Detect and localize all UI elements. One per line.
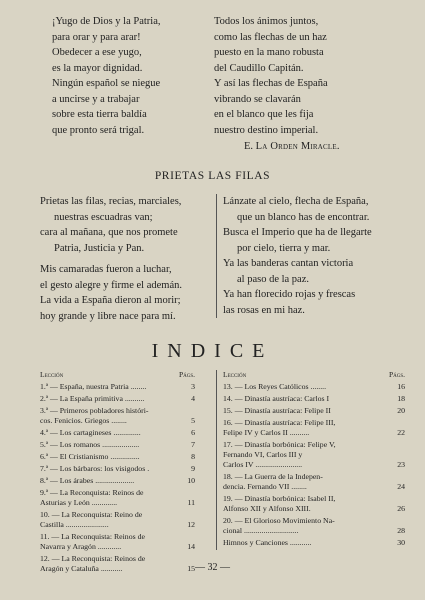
song-line: que un blanco has de encontrar. — [237, 211, 370, 223]
poem-line: para orar y para arar! — [52, 31, 141, 43]
song-line: hoy grande y libre nace para mí. — [40, 310, 176, 322]
song-line: La vida a España dieron al morir; — [40, 295, 181, 306]
song-line: Prietas las filas, recias, marciales, — [40, 196, 182, 207]
index-entry: 19. — Dinastía borbónica: Isabel II, Alfonso XII y Alfonso XIII. 26 — [223, 494, 405, 513]
song-line: Ya las banderas cantan victoria — [223, 258, 354, 269]
index-entry: 3.ª — Primeros pobladores históri- cos. Fenicios. Griegos ........ 5 — [40, 406, 195, 425]
index-entry: 20. — El Glorioso Movimiento Na- cional ............................ 28 — [223, 516, 405, 535]
lesson-header: Lección — [223, 370, 247, 379]
poem-line: como las flechas de un haz — [214, 31, 327, 43]
page-number: — 32 — — [195, 562, 230, 573]
poem-line: del Caudillo Capitán. — [214, 62, 304, 74]
index-title: INDICE — [151, 340, 274, 362]
poem-signature — [214, 139, 414, 155]
song-line: las rosas en mi haz. — [223, 304, 305, 316]
index-header — [40, 370, 195, 380]
song-line: al paso de la paz. — [237, 273, 310, 285]
poem-line: Y así las flechas de España — [214, 78, 328, 89]
lesson-header: Lección — [40, 370, 64, 379]
pages-header: Págs. — [388, 370, 405, 379]
song-line: nuestras escuadras van; — [54, 211, 153, 223]
song-line: el gesto alegre y firme el ademán. — [40, 279, 182, 291]
index-entry: 16. — Dinastía austríaca: Felipe III, Felipe IV y Carlos II .......... 22 — [223, 418, 405, 437]
song-line: Ya han florecido rojas y frescas — [223, 289, 356, 300]
index-entry: Himnos y Canciones ........... 30 — [223, 538, 405, 547]
poem-line: sobre esta tierra baldía — [52, 109, 147, 120]
poem-line: vibrando se clavarán — [214, 93, 301, 105]
poem-line: ¡Yugo de Dios y la Patria, — [52, 16, 161, 27]
song-line: Mis camaradas fueron a luchar, — [40, 264, 172, 275]
index-entry: 2.ª — La España primitiva .......... 4 — [40, 394, 195, 403]
index-entry: 15. — Dinastía austríaca: Felipe II 20 — [223, 406, 405, 415]
index-entry: 5.ª — Los romanos ................... 7 — [40, 440, 195, 449]
index-entry: 13. — Los Reyes Católicos ........ 16 — [223, 382, 405, 391]
index-entry: 6.ª — El Cristianismo ............... 8 — [40, 452, 195, 461]
index-entry: 8.ª — Los árabes .................... 10 — [40, 476, 195, 485]
poem-line: Todos los ánimos juntos, — [214, 16, 319, 27]
index-entry: 9.ª — La Reconquista: Reinos de Asturias y León ............. 11 — [40, 488, 195, 507]
poem-line: es la mayor dignidad. — [52, 62, 143, 74]
poem-line: que pronto será trigal. — [52, 124, 145, 136]
poem-line: nuestro destino imperial. — [214, 124, 319, 136]
index-header — [223, 370, 405, 380]
poem-line: Ningún español se niegue — [52, 78, 161, 89]
index-entry: 14. — Dinastía austríaca: Carlos I 18 — [223, 394, 405, 403]
index-entry: 10. — La Reconquista: Reino de Castilla ...................... 12 — [40, 510, 195, 529]
index-entry: 17. — Dinastía borbónica: Felipe V, Fernando VI, Carlos III y Carlos IV ........................ 23 — [223, 440, 405, 469]
prietas-left-column — [40, 194, 210, 324]
song-line: Patria, Justicia y Pan. — [54, 242, 145, 254]
index-entry: 18. — La Guerra de la Indepen- dencia. Fernando VII ........ 24 — [223, 472, 405, 491]
index-entry: 7.ª — Los bárbaros: los visigodos . 9 — [40, 464, 195, 473]
index-entry: 12. — La Reconquista: Reinos de Aragón y Cataluña ........... 15 — [40, 554, 195, 573]
index-left-column — [40, 370, 195, 576]
index-entry: 11. — La Reconquista: Reinos de Navarra y Aragón ............ 14 — [40, 532, 195, 551]
index-right-column — [216, 370, 405, 550]
poem-left — [52, 14, 212, 138]
song-line: Busca el Imperio que ha de llegarte — [223, 227, 372, 238]
poem-line: puesto en la mano robusta — [214, 47, 324, 58]
index-entry: 4.ª — Los cartagineses .............. 6 — [40, 428, 195, 437]
index-entry: 1.ª — España, nuestra Patria ........ 3 — [40, 382, 195, 391]
poem-line: a uncirse y a trabajar — [52, 93, 140, 105]
poem-right — [214, 14, 414, 155]
signature-prefix: E. — [244, 141, 254, 152]
song-line: cara al mañana, que nos promete — [40, 227, 178, 238]
poem-line: Obedecer a ese yugo, — [52, 47, 142, 58]
song-line: Lánzate al cielo, flecha de España, — [223, 196, 369, 207]
section-title: PRIETAS LAS FILAS — [154, 170, 271, 182]
pages-header: Págs. — [178, 370, 195, 379]
prietas-right-column — [216, 194, 423, 318]
song-line: por cielo, tierra y mar. — [237, 242, 331, 254]
poem-line: en el blanco que les fija — [214, 109, 314, 120]
signature-name: La Orden Miracle. — [255, 141, 340, 152]
